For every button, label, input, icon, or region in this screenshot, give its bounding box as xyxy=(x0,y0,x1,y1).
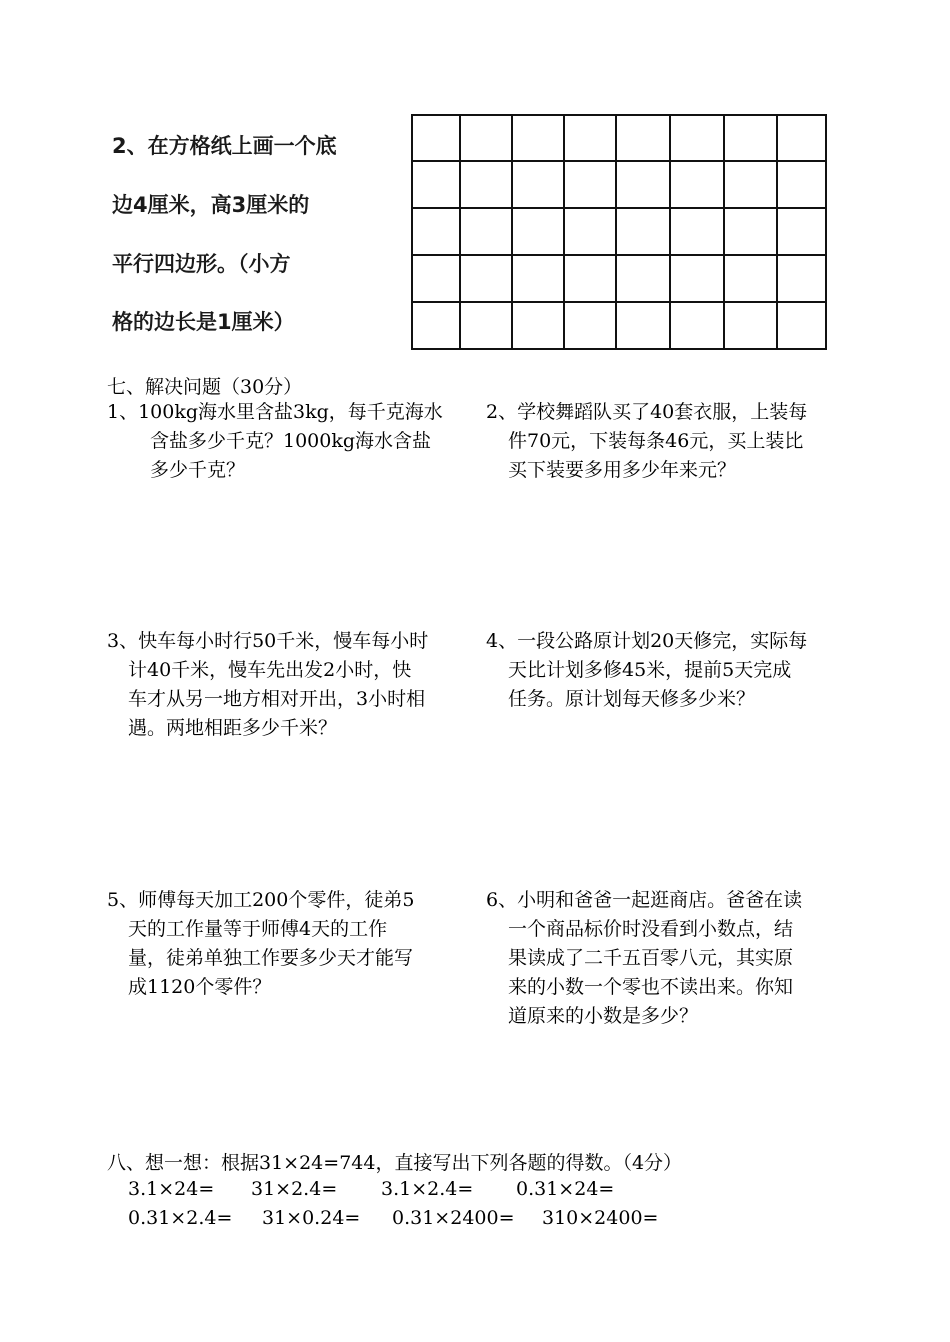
grid-line xyxy=(723,116,725,348)
grid-question-line: 平行四边形。（小方 xyxy=(112,252,291,276)
grid-line xyxy=(563,116,565,348)
calc-item: 0.31×2400= xyxy=(392,1207,515,1229)
grid-question-line: 格的边长是1厘米） xyxy=(112,310,295,334)
grid-line xyxy=(615,116,617,348)
problem-line: 量，徒弟单独工作要多少天才能写 xyxy=(128,947,414,969)
problem-line: 含盐多少千克？1000kg海水含盐 xyxy=(150,430,432,452)
grid-line xyxy=(413,301,825,303)
problem-line: 任务。原计划每天修多少米？ xyxy=(508,688,756,710)
calc-item: 31×0.24= xyxy=(262,1207,361,1229)
grid-question-line: 边4厘米，高3厘米的 xyxy=(112,193,310,217)
problem-line: 成1120个零件？ xyxy=(128,976,272,998)
calc-item: 31×2.4= xyxy=(251,1178,338,1200)
section-7-title: 七、解决问题（30分） xyxy=(107,376,303,398)
problem-line: 件70元，下装每条46元，买上装比 xyxy=(508,430,804,452)
calc-item: 3.1×2.4= xyxy=(381,1178,474,1200)
problem-line: 2、学校舞蹈队买了40套衣服，上装每 xyxy=(486,401,808,423)
calc-item: 310×2400= xyxy=(542,1207,659,1229)
grid-line xyxy=(459,116,461,348)
problem-line: 计40千米，慢车先出发2小时，快 xyxy=(128,659,412,681)
grid-line xyxy=(413,254,825,256)
problem-line: 6、小明和爸爸一起逛商店。爸爸在读 xyxy=(486,889,803,911)
calc-item: 0.31×24= xyxy=(516,1178,615,1200)
grid-line xyxy=(413,207,825,209)
calc-item: 0.31×2.4= xyxy=(128,1207,233,1229)
grid-line xyxy=(776,116,778,348)
problem-line: 天的工作量等于师傅4天的工作 xyxy=(128,918,388,940)
grid-question-line: 2、在方格纸上画一个底 xyxy=(112,134,337,158)
problem-line: 多少千克？ xyxy=(150,459,246,481)
problem-line: 来的小数一个零也不读出来。你知 xyxy=(508,976,794,998)
problem-line: 车才从另一地方相对开出，3小时相 xyxy=(128,688,426,710)
calc-item: 3.1×24= xyxy=(128,1178,215,1200)
problem-line: 1、100kg海水里含盐3kg，每千克海水 xyxy=(107,401,443,423)
problem-line: 4、一段公路原计划20天修完，实际每 xyxy=(486,630,808,652)
problem-line: 道原来的小数是多少？ xyxy=(508,1005,699,1027)
square-grid-paper[interactable] xyxy=(411,114,827,350)
problem-line: 5、师傅每天加工200个零件，徒弟5 xyxy=(107,889,415,911)
grid-line xyxy=(413,160,825,162)
problem-line: 遇。两地相距多少千米？ xyxy=(128,717,338,739)
problem-line: 一个商品标价时没看到小数点，结 xyxy=(508,918,794,940)
section-8-title: 八、想一想：根据31×24=744，直接写出下列各题的得数。（4分） xyxy=(107,1152,683,1174)
problem-line: 3、快车每小时行50千米，慢车每小时 xyxy=(107,630,429,652)
problem-line: 天比计划多修45米，提前5天完成 xyxy=(508,659,792,681)
grid-line xyxy=(511,116,513,348)
problem-line: 果读成了二千五百零八元，其实原 xyxy=(508,947,794,969)
grid-line xyxy=(669,116,671,348)
problem-line: 买下装要多用多少年来元？ xyxy=(508,459,737,481)
